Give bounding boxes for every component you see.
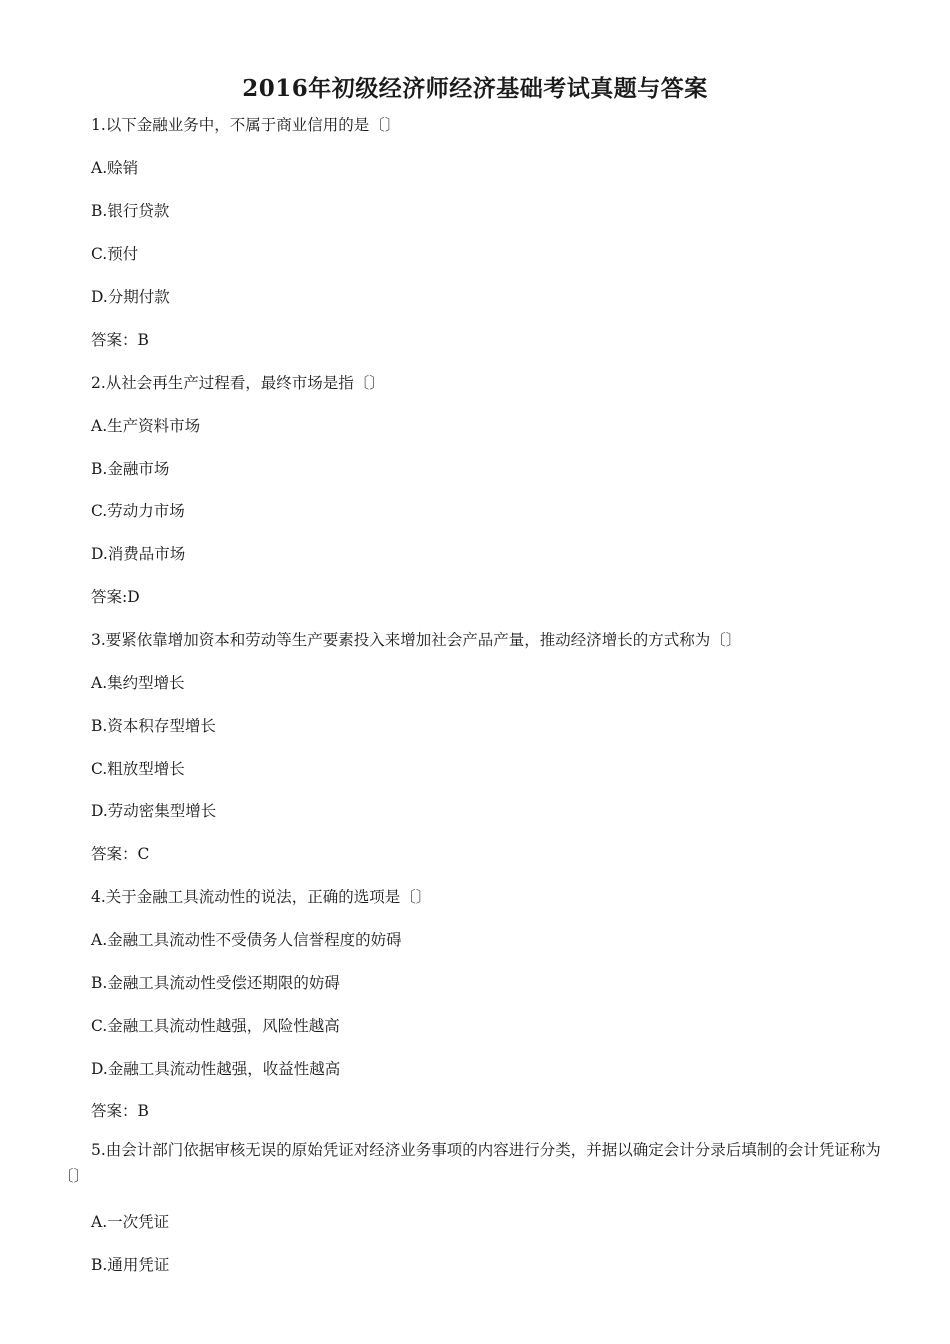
question-3-answer: 答案：C xyxy=(91,845,150,863)
question-2-stem: 2.从社会再生产过程看，最终市场是指〔〕 xyxy=(91,374,385,392)
question-5-option-b: B.通用凭证 xyxy=(91,1256,170,1274)
question-3-option-d: D.劳动密集型增长 xyxy=(91,802,217,820)
question-3-stem: 3.要紧依靠增加资本和劳动等生产要素投入来增加社会产品产量，推动经济增长的方式称为〔〕 xyxy=(91,631,742,649)
question-4-option-c: C.金融工具流动性越强，风险性越高 xyxy=(91,1017,340,1035)
question-2-option-d: D.消费品市场 xyxy=(91,545,186,563)
question-1-option-d: D.分期付款 xyxy=(91,288,170,306)
question-1-stem: 1.以下金融业务中，不属于商业信用的是〔〕 xyxy=(91,116,401,134)
document-title: 2016年初级经济师经济基础考试真题与答案 xyxy=(242,75,708,102)
question-3-option-b: B.资本积存型增长 xyxy=(91,717,216,735)
question-4-option-b: B.金融工具流动性受偿还期限的妨碍 xyxy=(91,974,340,992)
question-5-stem: 5.由会计部门依据审核无误的原始凭证对经济业务事项的内容进行分类，并据以确定会计分录后填制的会计凭证称为〔〕 xyxy=(58,1141,881,1185)
question-4-option-d: D.金融工具流动性越强，收益性越高 xyxy=(91,1060,341,1078)
question-4-stem: 4.关于金融工具流动性的说法，正确的选项是〔〕 xyxy=(91,888,432,906)
question-3-option-a: A.集约型增长 xyxy=(91,674,185,692)
question-1-option-b: B.银行贷款 xyxy=(91,202,170,220)
question-1-answer: 答案：B xyxy=(91,331,149,349)
question-2-option-a: A.生产资料市场 xyxy=(91,417,201,435)
question-4-answer: 答案：B xyxy=(91,1102,149,1120)
question-2-option-b: B.金融市场 xyxy=(91,460,170,478)
question-5-option-a: A.一次凭证 xyxy=(91,1213,170,1231)
question-3-option-c: C.粗放型增长 xyxy=(91,760,185,778)
question-2-option-c: C.劳动力市场 xyxy=(91,502,185,520)
question-1-option-a: A.赊销 xyxy=(91,159,139,177)
question-2-answer: 答案:D xyxy=(91,588,140,606)
question-1-option-c: C.预付 xyxy=(91,245,139,263)
question-4-option-a: A.金融工具流动性不受债务人信誉程度的妨碍 xyxy=(91,931,402,949)
